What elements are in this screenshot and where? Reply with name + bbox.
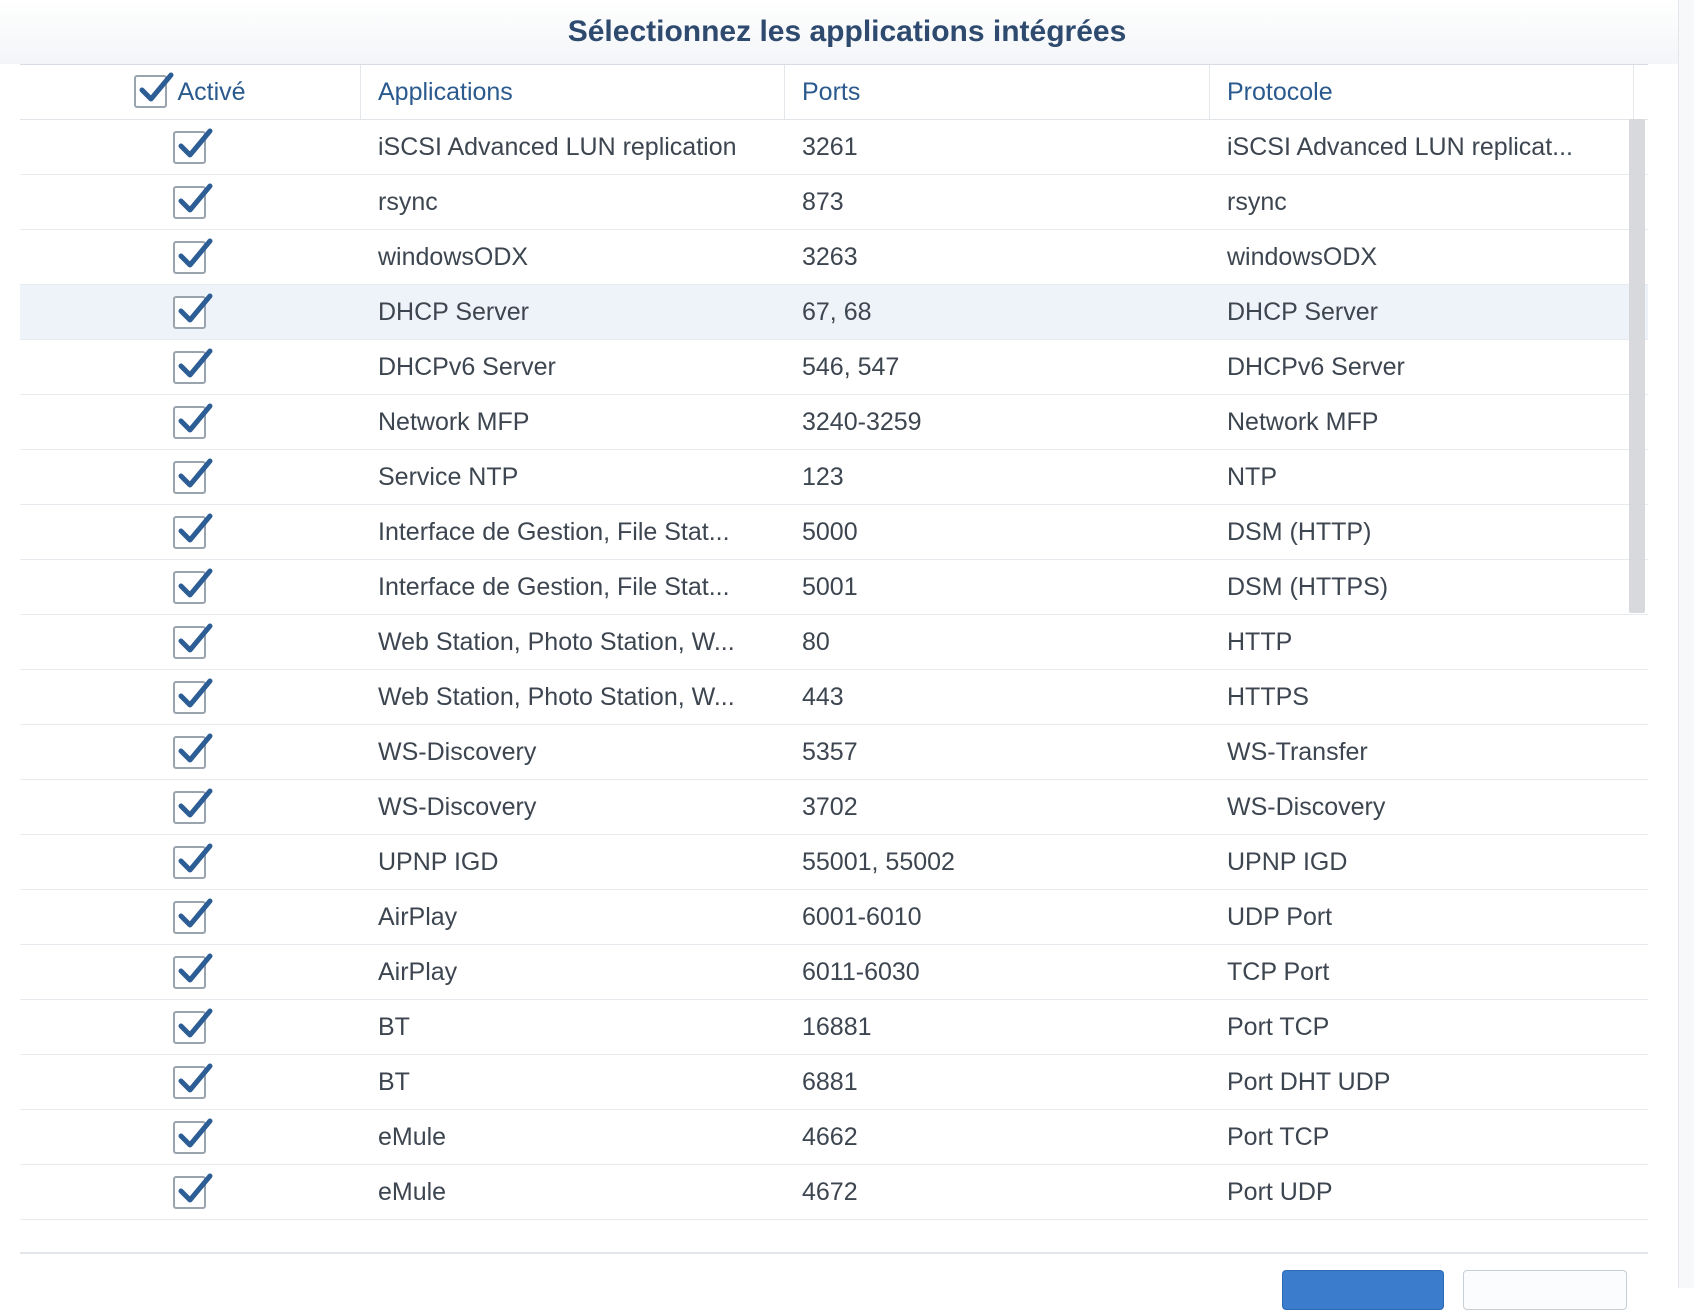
checkmark-icon [175,235,215,275]
table-row[interactable] [20,1165,1648,1220]
row-enabled-cell [20,175,361,229]
ports-cell: 4662 [802,1123,858,1151]
row-enabled-checkbox[interactable] [173,626,206,659]
checkmark-icon [175,785,215,825]
ports-cell: 6011-6030 [802,958,920,986]
ok-button[interactable] [1282,1270,1444,1310]
row-enabled-cell [20,780,361,834]
application-cell: UPNP IGD [378,848,499,876]
row-enabled-checkbox[interactable] [173,516,206,549]
protocol-cell: WS-Discovery [1227,793,1386,821]
table-row[interactable] [20,340,1648,395]
application-cell: DHCP Server [378,298,529,326]
ports-cell: 6001-6010 [802,903,922,931]
protocol-cell: UPNP IGD [1227,848,1348,876]
table-row[interactable] [20,120,1648,175]
application-cell: Web Station, Photo Station, W... [378,628,735,656]
application-cell: Web Station, Photo Station, W... [378,683,735,711]
column-header-protocol[interactable]: Protocole [1210,65,1634,119]
application-cell: Service NTP [378,463,519,491]
application-cell: WS-Discovery [378,738,537,766]
checkmark-icon [175,730,215,770]
column-header-applications[interactable]: Applications [361,65,785,119]
table-row[interactable] [20,725,1648,780]
ports-cell: 5357 [802,738,858,766]
row-enabled-cell [20,670,361,724]
protocol-cell: HTTP [1227,628,1293,656]
row-enabled-cell [20,835,361,889]
table-row[interactable] [20,1000,1648,1055]
row-enabled-checkbox[interactable] [173,351,206,384]
row-enabled-checkbox[interactable] [173,1066,206,1099]
cancel-button[interactable] [1463,1270,1627,1310]
row-enabled-checkbox[interactable] [173,846,206,879]
application-cell: WS-Discovery [378,793,537,821]
row-enabled-checkbox[interactable] [173,1176,206,1209]
application-cell: eMule [378,1178,447,1206]
checkmark-icon [175,895,215,935]
row-enabled-cell [20,615,361,669]
table-row[interactable] [20,890,1648,945]
row-enabled-cell [20,890,361,944]
application-cell: Network MFP [378,408,530,436]
protocol-cell: Port TCP [1227,1013,1330,1041]
row-enabled-checkbox[interactable] [173,736,206,769]
ports-cell: 3261 [802,133,858,161]
ports-cell: 6881 [802,1068,858,1096]
checkmark-icon [175,290,215,330]
row-enabled-checkbox[interactable] [173,186,206,219]
row-enabled-cell [20,725,361,779]
checkmark-icon [175,1060,215,1100]
checkmark-icon [175,565,215,605]
protocol-cell: Port DHT UDP [1227,1068,1391,1096]
application-cell: eMule [378,1123,447,1151]
window-edge [1678,0,1694,1288]
row-enabled-checkbox[interactable] [173,1011,206,1044]
table-row[interactable] [20,395,1648,450]
ports-cell: 546, 547 [802,353,900,381]
table-row[interactable] [20,780,1648,835]
application-cell: AirPlay [378,903,458,931]
row-enabled-cell [20,1110,361,1164]
row-enabled-cell [20,395,361,449]
row-enabled-cell [20,1055,361,1109]
checkmark-icon [175,1170,215,1210]
protocol-cell: DSM (HTTP) [1227,518,1372,546]
grid-rows [20,120,1648,1220]
row-enabled-checkbox[interactable] [173,681,206,714]
application-cell: BT [378,1013,410,1041]
ports-cell: 3240-3259 [802,408,922,436]
protocol-cell: WS-Transfer [1227,738,1368,766]
protocol-cell: UDP Port [1227,903,1333,931]
checkmark-icon [175,125,215,165]
table-row[interactable] [20,670,1648,725]
checkmark-icon [175,345,215,385]
table-row[interactable] [20,1110,1648,1165]
ports-cell: 5000 [802,518,858,546]
protocol-cell: HTTPS [1227,683,1309,711]
table-row[interactable] [20,450,1648,505]
protocol-cell: DSM (HTTPS) [1227,573,1389,601]
protocol-cell: NTP [1227,463,1277,491]
application-cell: AirPlay [378,958,458,986]
ports-cell: 3702 [802,793,858,821]
checkmark-icon [175,950,215,990]
row-enabled-cell [20,340,361,394]
row-enabled-cell [20,120,361,174]
row-enabled-checkbox[interactable] [173,296,206,329]
column-header-active[interactable] [20,65,361,119]
checkmark-icon [175,675,215,715]
applications-grid [20,64,1648,1241]
table-row[interactable] [20,285,1648,340]
ports-cell: 16881 [802,1013,872,1041]
row-enabled-checkbox[interactable] [173,461,206,494]
application-cell: BT [378,1068,410,1096]
protocol-cell: Network MFP [1227,408,1379,436]
checkmark-icon [175,455,215,495]
table-row[interactable] [20,835,1648,890]
table-row[interactable] [20,1055,1648,1110]
table-row[interactable] [20,945,1648,1000]
select-all-checkbox[interactable] [134,75,167,108]
checkmark-icon [175,400,215,440]
checkmark-icon [175,510,215,550]
application-cell: windowsODX [378,243,529,271]
ports-cell: 5001 [802,573,858,601]
protocol-cell: rsync [1227,188,1287,216]
protocol-cell: TCP Port [1227,958,1330,986]
row-enabled-checkbox[interactable] [173,1121,206,1154]
row-enabled-checkbox[interactable] [173,791,206,824]
row-enabled-checkbox[interactable] [173,241,206,274]
ports-cell: 123 [802,463,844,491]
protocol-cell: DHCPv6 Server [1227,353,1405,381]
table-row[interactable] [20,505,1648,560]
protocol-cell: windowsODX [1227,243,1378,271]
ports-cell: 4672 [802,1178,858,1206]
checkmark-icon [175,840,215,880]
ports-cell: 3263 [802,243,858,271]
ports-cell: 80 [802,628,830,656]
row-enabled-checkbox[interactable] [173,406,206,439]
application-cell: Interface de Gestion, File Stat... [378,573,730,601]
application-cell: Interface de Gestion, File Stat... [378,518,730,546]
grid-header [20,65,1648,120]
table-row[interactable] [20,560,1648,615]
dialog-title: Sélectionnez les applications intégrées [0,0,1694,64]
checkmark-icon [175,620,215,660]
row-enabled-cell [20,560,361,614]
table-row[interactable] [20,175,1648,230]
ports-cell: 443 [802,683,844,711]
application-cell: DHCPv6 Server [378,353,556,381]
row-enabled-cell [20,230,361,284]
checkmark-icon [175,1115,215,1155]
protocol-cell: Port TCP [1227,1123,1330,1151]
protocol-cell: DHCP Server [1227,298,1378,326]
protocol-cell: iSCSI Advanced LUN replicat... [1227,133,1573,161]
row-enabled-cell [20,505,361,559]
row-enabled-checkbox[interactable] [173,131,206,164]
checkmark-icon [175,1005,215,1045]
row-enabled-checkbox[interactable] [173,901,206,934]
application-cell: iSCSI Advanced LUN replication [378,133,737,161]
row-enabled-cell [20,285,361,339]
row-enabled-cell [20,1000,361,1054]
row-enabled-cell [20,1165,361,1219]
checkmark-icon [175,180,215,220]
application-cell: rsync [378,188,438,216]
row-enabled-checkbox[interactable] [173,956,206,989]
table-row[interactable] [20,230,1648,285]
row-enabled-checkbox[interactable] [173,571,206,604]
protocol-cell: Port UDP [1227,1178,1333,1206]
checkmark-icon [136,69,176,109]
ports-cell: 873 [802,188,844,216]
grid-scrollbar[interactable] [1629,119,1645,613]
column-header-ports[interactable]: Ports [785,65,1210,119]
column-header-active-label: Activé [177,78,246,106]
ports-cell: 67, 68 [802,298,872,326]
row-enabled-cell [20,450,361,504]
ports-cell: 55001, 55002 [802,848,955,876]
row-enabled-cell [20,945,361,999]
table-row[interactable] [20,615,1648,670]
